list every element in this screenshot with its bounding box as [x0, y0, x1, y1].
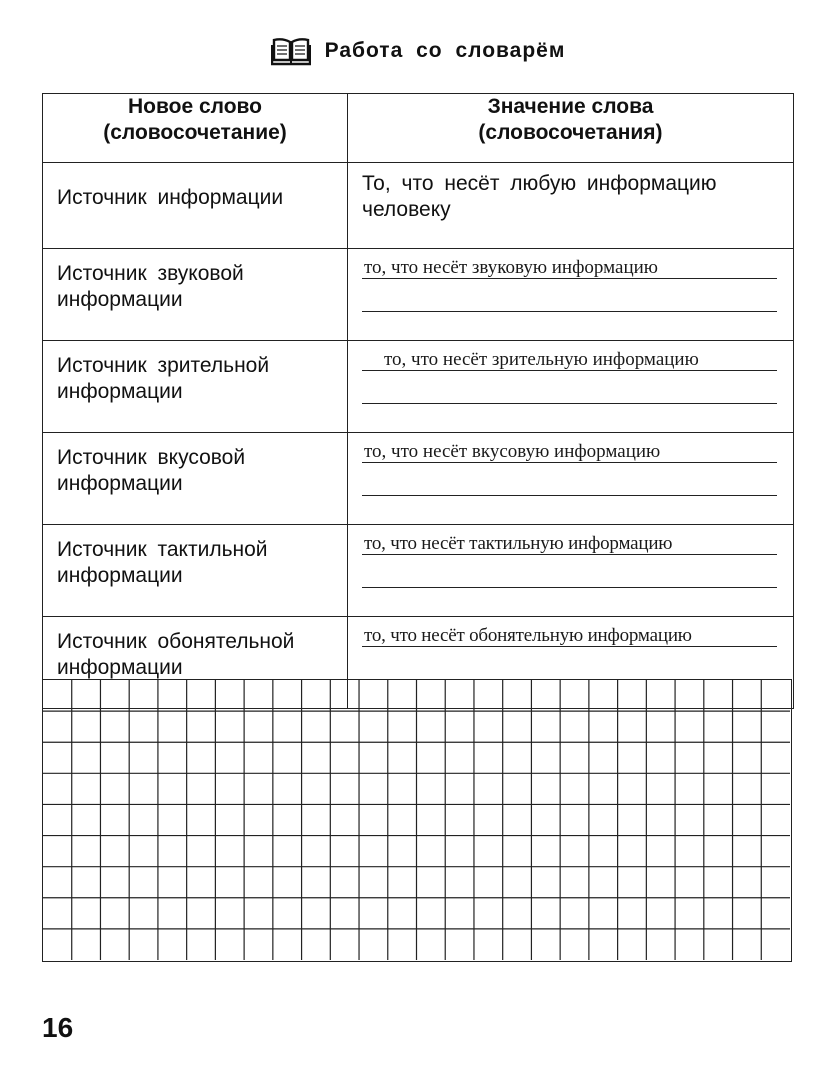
table-row [43, 525, 794, 617]
term-cell: Источник обонятельной информации [43, 617, 348, 709]
term-cell: Источник зрительной информации [43, 341, 348, 433]
term-cell: Источник информации [43, 163, 348, 249]
column-header-new-word: Новое слово (словосочетание) [43, 94, 348, 163]
open-book-icon [271, 36, 311, 66]
table-header-row [43, 94, 794, 163]
grid-lines [43, 680, 793, 963]
term-cell: Источник вкусовой информации [43, 433, 348, 525]
handwritten-answer: то, что несёт вкусовую информацию [364, 441, 661, 462]
answer-line [362, 403, 777, 404]
handwritten-answer: то, что несёт звуковую информацию [364, 257, 658, 278]
table-row [43, 433, 794, 525]
answer-line [362, 311, 777, 312]
column-header-meaning: Значение слова (словосочетания) [348, 94, 794, 163]
handwritten-answer: то, что несёт обонятельную информацию [364, 625, 692, 646]
vocabulary-table [42, 93, 794, 709]
term-cell: Источник тактильной информации [43, 525, 348, 617]
term-cell: Источник звуковой информации [43, 249, 348, 341]
answer-cell[interactable] [348, 249, 794, 341]
handwritten-answer: то, что несёт зрительную информацию [384, 349, 699, 370]
squared-grid[interactable] [42, 679, 792, 962]
answer-line [362, 587, 777, 588]
answer-cell[interactable] [348, 525, 794, 617]
handwritten-answer: то, что несёт тактильную информацию [364, 533, 673, 554]
meaning-cell: То, что несёт любую информацию человеку [348, 163, 794, 249]
section-header [0, 36, 836, 66]
answer-cell[interactable] [348, 433, 794, 525]
page-number: 16 [42, 1012, 74, 1043]
table-row [43, 163, 794, 249]
answer-line [362, 495, 777, 496]
section-title: Работа со словарём [324, 39, 566, 62]
answer-cell[interactable] [348, 341, 794, 433]
table-row [43, 249, 794, 341]
table-row [43, 341, 794, 433]
